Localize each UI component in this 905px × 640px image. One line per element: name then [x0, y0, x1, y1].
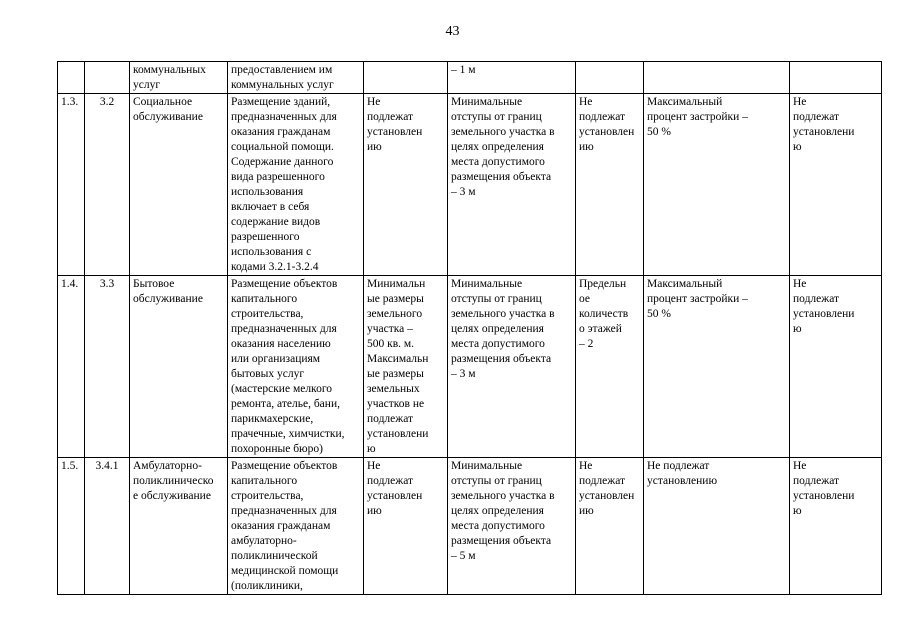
other-params: Не подлежат установлени ю	[790, 94, 882, 276]
use-code: 3.2	[85, 94, 130, 276]
table-row	[58, 458, 882, 595]
table-row	[58, 276, 882, 458]
use-description: Размещение объектов капитального строительства, предназначенных для оказания населению или организациям бытовых услуг (мастерские мелкого ремонта, ателье, бани, парикмахерские, прачечные, химчистки, похоронные бюро)	[228, 276, 364, 458]
use-name: Амбулаторно- поликлиническо е обслуживание	[130, 458, 228, 595]
plot-size: Минимальн ые размеры земельного участка – 500 кв. м. Максимальн ые размеры земельных участков не подлежат установлени ю	[364, 276, 448, 458]
other-params: Не подлежат установлени ю	[790, 458, 882, 595]
use-name: Бытовое обслуживание	[130, 276, 228, 458]
setbacks: Минимальные отступы от границ земельного участка в целях определения места допустимого размещения объекта – 3 м	[448, 94, 576, 276]
use-name: Социальное обслуживание	[130, 94, 228, 276]
land-use-regulations-table	[57, 61, 882, 595]
coverage: Максимальный процент застройки – 50 %	[644, 276, 790, 458]
table-row	[58, 62, 882, 94]
use-code: 3.4.1	[85, 458, 130, 595]
use-description: предоставлением им коммунальных услуг	[228, 62, 364, 94]
floors: Не подлежат установлен ию	[576, 94, 644, 276]
use-code	[85, 62, 130, 94]
use-description: Размещение зданий, предназначенных для оказания гражданам социальной помощи. Содержание данного вида разрешенного использования включает в себя содержание видов разрешенного использования с кодами 3.2.1-3.2.4	[228, 94, 364, 276]
setbacks: Минимальные отступы от границ земельного участка в целях определения места допустимого размещения объекта – 5 м	[448, 458, 576, 595]
coverage: Не подлежат установлению	[644, 458, 790, 595]
use-description: Размещение объектов капитального строительства, предназначенных для оказания гражданам амбулаторно- поликлинической медицинской помощи (поликлиники,	[228, 458, 364, 595]
coverage: Максимальный процент застройки – 50 %	[644, 94, 790, 276]
setbacks: – 1 м	[448, 62, 576, 94]
other-params	[790, 62, 882, 94]
plot-size: Не подлежат установлен ию	[364, 94, 448, 276]
page-number: 43	[445, 24, 460, 39]
coverage	[644, 62, 790, 94]
use-name: коммунальных услуг	[130, 62, 228, 94]
setbacks: Минимальные отступы от границ земельного участка в целях определения места допустимого размещения объекта – 3 м	[448, 276, 576, 458]
floors: Не подлежат установлен ию	[576, 458, 644, 595]
floors	[576, 62, 644, 94]
row-number: 1.4.	[58, 276, 85, 458]
floors: Предельн ое количеств о этажей – 2	[576, 276, 644, 458]
use-code: 3.3	[85, 276, 130, 458]
row-number	[58, 62, 85, 94]
table-row	[58, 94, 882, 276]
plot-size	[364, 62, 448, 94]
plot-size: Не подлежат установлен ию	[364, 458, 448, 595]
row-number: 1.5.	[58, 458, 85, 595]
other-params: Не подлежат установлени ю	[790, 276, 882, 458]
row-number: 1.3.	[58, 94, 85, 276]
